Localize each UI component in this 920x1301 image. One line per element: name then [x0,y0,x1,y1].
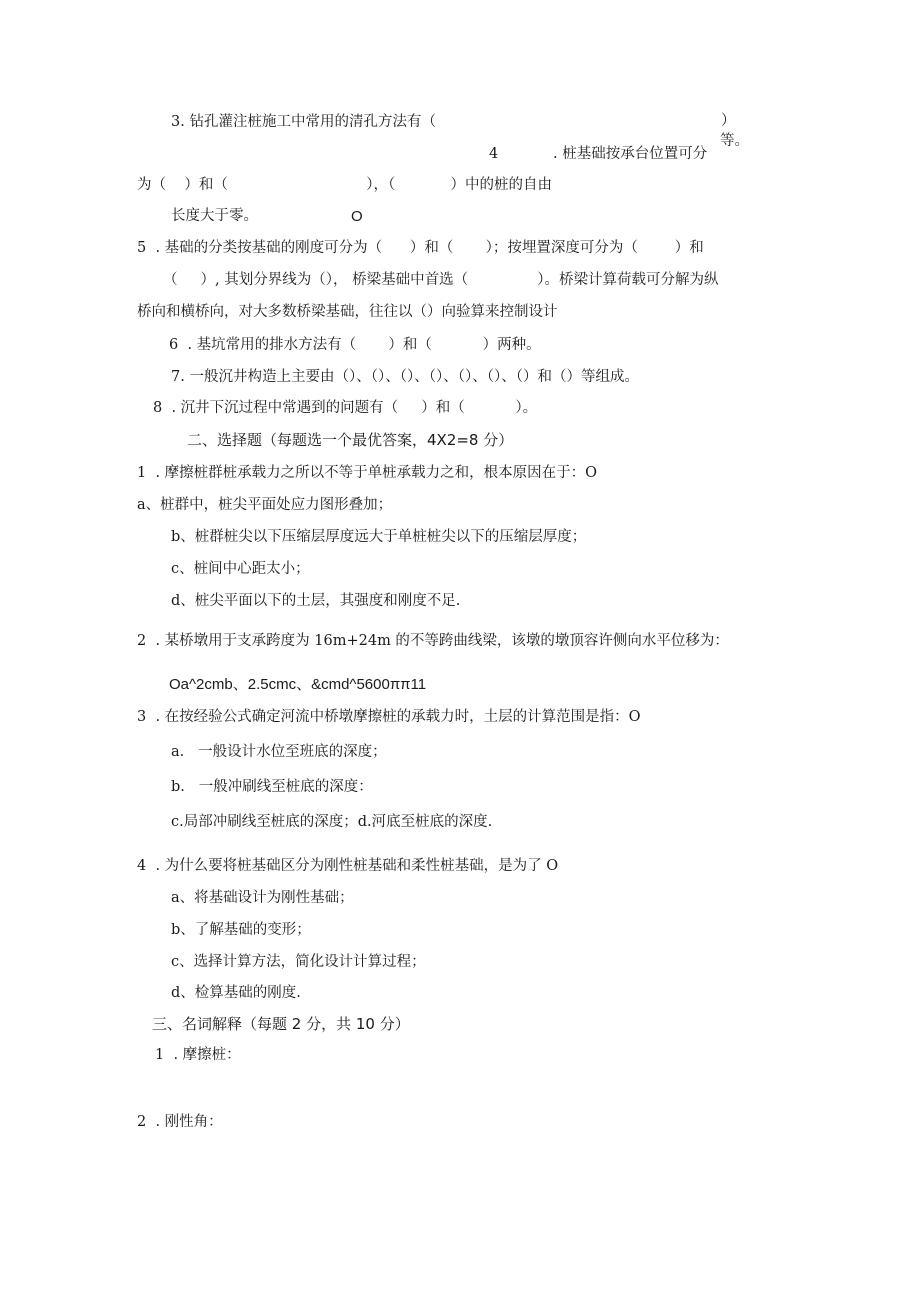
s2-q4-option-a: a、将基础设计为刚性基础； [171,890,354,906]
s2-q2: 2 . 某桥墩用于支承跨度为 16m+24m 的不等跨曲线梁，该墩的墩顶容许侧向水平位移为： [137,633,729,649]
q7: 7. 一般沉井构造上主要由（）、（）、（）、（）、（）、（）、（）和（）等组成。 [171,369,639,385]
s2-q3-options-cd: c.局部冲刷线至桩底的深度；d.河底至桩底的深度. [171,814,493,830]
q5-line1: 5 . 基础的分类按基础的刚度可分为（ ）和（ ）；按埋置深度可分为（ ）和 [137,240,704,256]
q5-line3: 桥向和横桥向，对大多数桥梁基础，往往以（）向验算来控制设计 [137,304,558,320]
s2-q4-option-d: d、检算基础的刚度. [171,985,301,1001]
q3-deng: 等。 [720,133,749,149]
q6: 6 . 基坑常用的排水方法有（ ）和（ ）两种。 [169,337,541,353]
s2-q3-option-b: b. 一般冲刷线至桩底的深度： [171,779,373,795]
s2-q4-option-c: c、选择计算方法，简化设计计算过程； [171,954,426,970]
section3-heading: 三、名词解释（每题 2 分，共 10 分） [152,1015,410,1033]
q4-o-mark: O [351,208,363,225]
s2-q4-option-b: b、了解基础的变形； [171,922,311,938]
q4-text: . 桩基础按承台位置可分 [553,146,708,162]
s2-q1-option-a: a、桩群中，桩尖平面处应力图形叠加； [137,497,393,513]
s2-q4: 4 . 为什么要将桩基础区分为刚性桩基础和柔性桩基础，是为了 O [137,858,559,874]
s2-q3: 3 . 在按经验公式确定河流中桥墩摩擦桩的承载力时，土层的计算范围是指：O [137,709,641,725]
s2-q1-option-c: c、桩间中心距太小； [171,561,310,577]
s3-q1: 1 . 摩擦桩： [155,1047,241,1063]
section2-heading: 二、选择题（每题选一个最优答案，4X2=8 分） [187,431,514,449]
s2-q1: 1 . 摩擦桩群桩承载力之所以不等于单桩承载力之和，根本原因在于：O [137,465,598,481]
q3-close-paren: ） [721,113,736,129]
q4-line2: 为（ ）和（ ），（ ）中的桩的自由 [137,177,553,193]
s2-q1-option-d: d、桩尖平面以下的土层，其强度和刚度不足. [171,593,461,609]
q3-text: 3. 钻孔灌注桩施工中常用的清孔方法有（ [171,114,436,130]
s2-q3-option-a: a. 一般设计水位至班底的深度； [171,744,387,760]
q8: 8 . 沉井下沉过程中常遇到的问题有（ ）和（ ）。 [153,400,538,416]
s2-q1-option-b: b、桩群桩尖以下压缩层厚度远大于单桩桩尖以下的压缩层厚度； [171,529,587,545]
s3-q2: 2 . 刚性角： [137,1114,223,1130]
s2-q2-options: Oa^2cmb、2.5cmc、&cmd^5600ππ11 [169,676,427,693]
q4-number: 4 [489,146,499,162]
q5-line2: （ ）, 其划分界线为（）， 桥梁基础中首选（ ）。桥梁计算荷载可分解为纵 [163,272,719,288]
q4-line3: 长度大于零。 [171,208,258,224]
